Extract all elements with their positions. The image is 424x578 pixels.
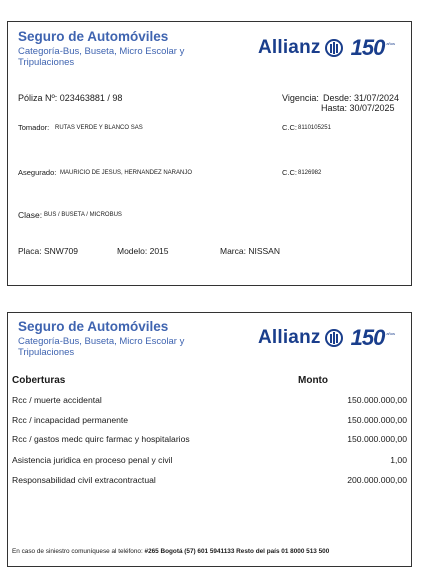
marca: Marca: NISSAN [220, 246, 280, 256]
coverage-name: Rcc / muerte accidental [12, 395, 102, 405]
monto-header: Monto [298, 375, 328, 386]
coberturas-header: Coberturas [12, 375, 66, 386]
modelo: Modelo: 2015 [117, 246, 169, 256]
anniversary-label: años [386, 331, 395, 336]
coverage-amount: 150.000.000,00 [347, 434, 407, 444]
policy-card [7, 21, 412, 286]
brand-name: Allianz [257, 37, 321, 58]
coverage-amount: 150.000.000,00 [347, 395, 407, 405]
vigencia-desde: Desde: 31/07/2024 [323, 93, 400, 103]
coverage-amount: 150.000.000,00 [347, 415, 407, 425]
anniversary-number: 150 [350, 35, 385, 60]
policy-number: Póliza Nº: 023463881 / 98 [18, 93, 123, 103]
coverage-name: Rcc / gastos medc quirc farmac y hospitalarios [12, 434, 190, 444]
anniversary-label: años [386, 41, 395, 46]
coverage-amount: 1,00 [390, 455, 407, 465]
card-subtitle: Categoría-Bus, Buseta, Micro Escolar y Tripulaciones [18, 46, 185, 68]
tomador-label: Tomador: [18, 123, 50, 132]
asegurado-value: MAURICIO DE JESUS, HERNANDEZ NARANJO [60, 170, 193, 176]
brand-name: Allianz [257, 327, 321, 348]
clase-label: Clase: [18, 210, 43, 220]
clase-value: BUS / BUSETA / MICROBUS [44, 212, 122, 218]
coverage-row [12, 475, 407, 485]
allianz-eagle-icon [325, 329, 343, 347]
coverage-card [7, 312, 412, 567]
tomador-value: RUTAS VERDE Y BLANCO SAS [55, 125, 143, 131]
vigencia-hasta: Hasta: 30/07/2025 [321, 103, 395, 113]
footer-text: En caso de siniestro comuníquese al teléfono: [12, 548, 145, 555]
allianz-logo [258, 35, 395, 61]
allianz-eagle-icon [325, 39, 343, 57]
vigencia-label: Vigencia: [282, 93, 319, 103]
asegurado-cc-label: C.C: [282, 168, 297, 177]
card-subtitle: Categoría-Bus, Buseta, Micro Escolar y Tripulaciones [18, 336, 185, 358]
coverage-name: Asistencia juridica en proceso penal y civil [12, 455, 173, 465]
asegurado-cc-value: 8126982 [298, 170, 322, 176]
allianz-logo [258, 325, 395, 351]
coverage-name: Responsabilidad civil extracontractual [12, 475, 156, 485]
coverage-row [12, 434, 407, 444]
card-title: Seguro de Automóviles [18, 29, 169, 44]
placa: Placa: SNW709 [18, 246, 78, 256]
coverage-row [12, 415, 407, 425]
footer-contact [12, 548, 329, 555]
coverage-amount: 200.000.000,00 [347, 475, 407, 485]
coverage-name: Rcc / incapacidad permanente [12, 415, 129, 425]
tomador-cc-label: C.C: [282, 123, 297, 132]
coverage-row [12, 455, 407, 465]
asegurado-label: Asegurado: [18, 168, 57, 177]
coverage-row [12, 395, 407, 405]
footer-phone: #265 Bogotá (57) 601 5941133 Resto del país 01 8000 513 500 [144, 548, 330, 555]
anniversary-number: 150 [350, 325, 385, 350]
card-title: Seguro de Automóviles [18, 319, 169, 334]
tomador-cc-value: 8110105251 [298, 125, 331, 131]
